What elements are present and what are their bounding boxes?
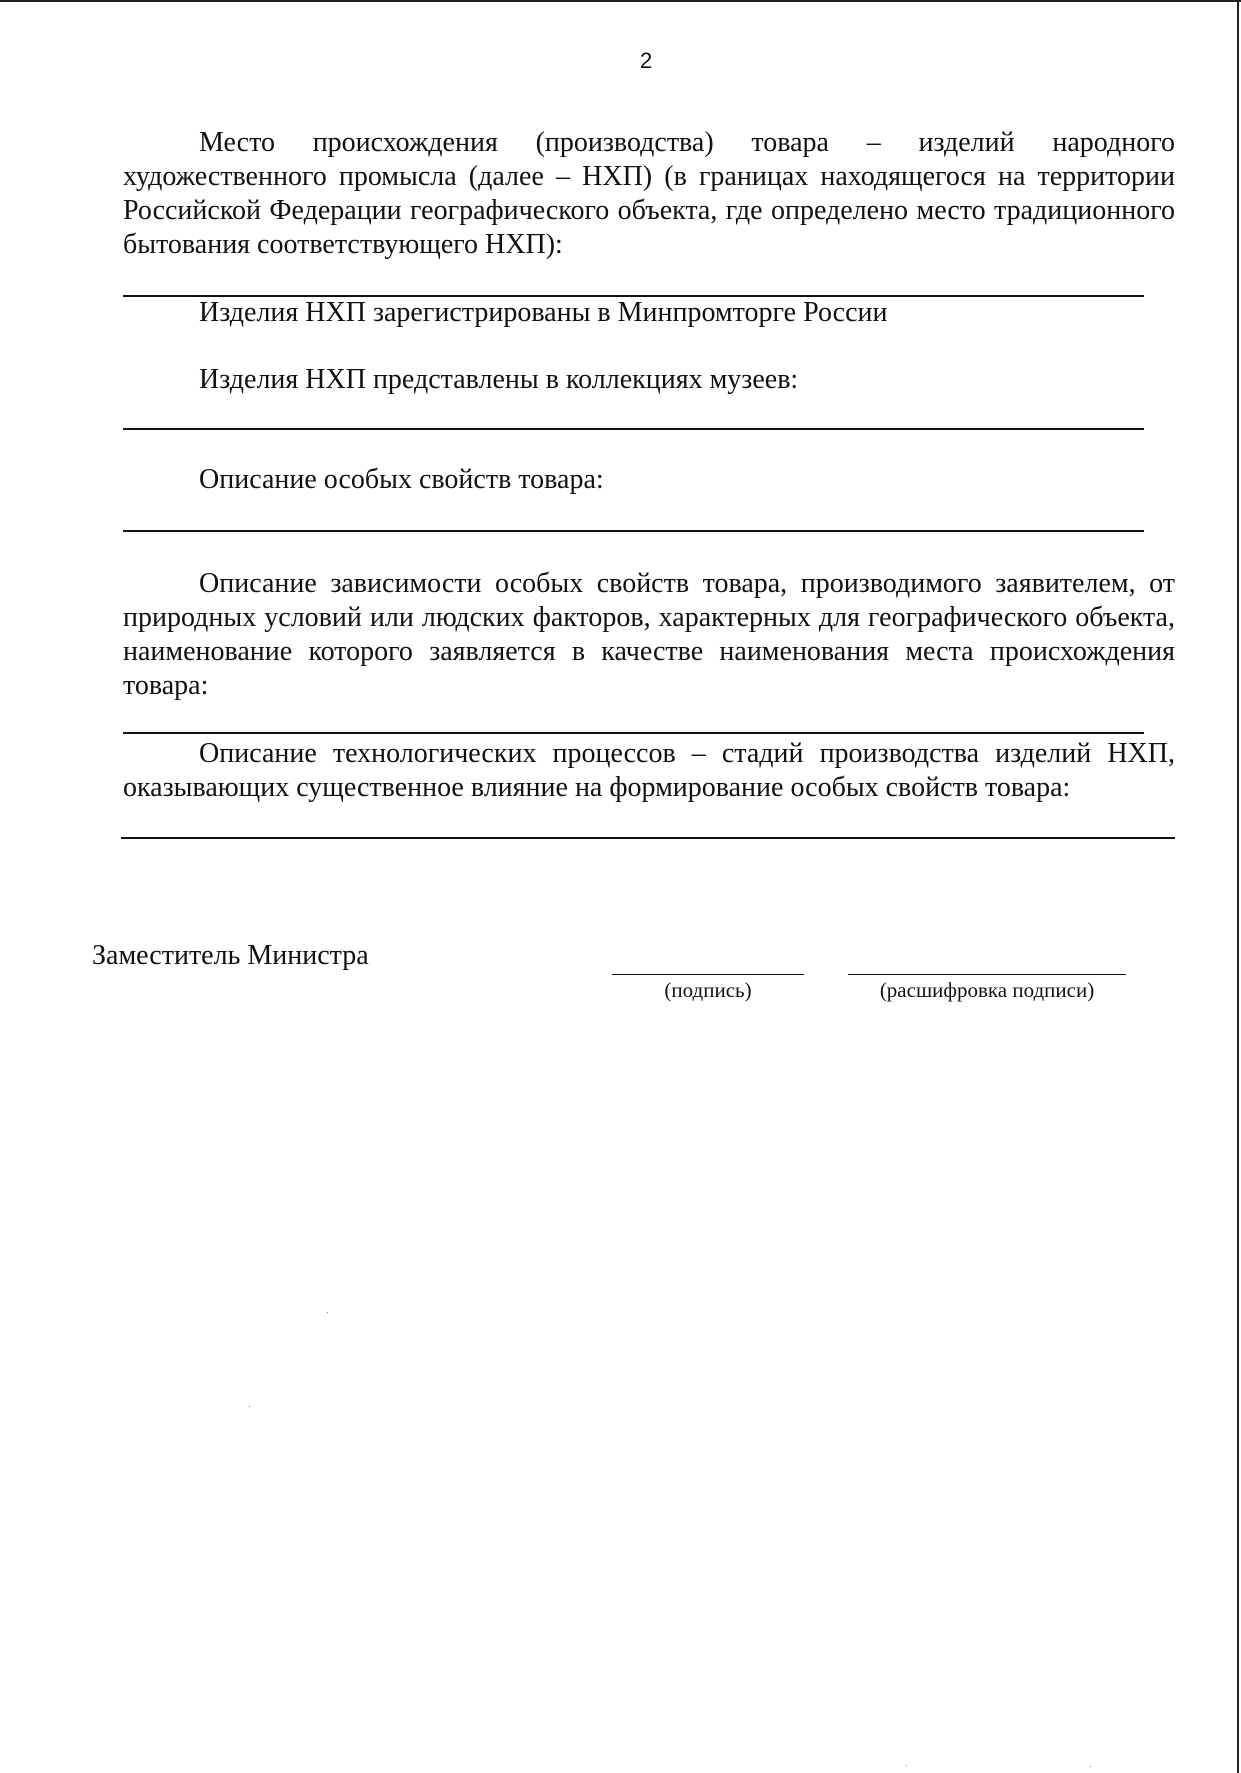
signature-line [612, 974, 804, 975]
signer-position: Заместитель Министра [92, 940, 369, 971]
technology-paragraph: Описание технологических процессов – стадий производства изделий НХП, оказывающих существенное влияние на формирование особых свойств товара: [123, 738, 1175, 803]
origin-place-paragraph: Место происхождения (производства) товара – изделий народного художественного промысла (далее – НХП) (в границах находящегося на территории Российской Федерации географического объекта, где определено место традиционного бытования соответствующего НХП): [123, 127, 1175, 260]
special-properties-fill-line [123, 530, 1144, 532]
special-properties-paragraph: Описание особых свойств товара: [199, 464, 604, 495]
museums-fill-line [123, 428, 1144, 430]
scan-speck [327, 1312, 328, 1313]
scan-speck [906, 1765, 907, 1766]
dependence-paragraph: Описание зависимости особых свойств товара, производимого заявителем, от природных условий или людских факторов, характерных для географического объекта, наименование которого заявляется в качестве наименования места происхождения товара: [123, 568, 1175, 701]
signature-caption: (подпись) [664, 978, 752, 1002]
signature-decoding-caption: (расшифровка подписи) [879, 978, 1095, 1002]
signature-decoding-line [848, 974, 1126, 975]
page-number: 2 [640, 48, 653, 73]
registered-paragraph: Изделия НХП зарегистрированы в Минпромторге России [199, 297, 888, 328]
dependence-fill-line [123, 732, 1144, 734]
technology-fill-line [121, 837, 1175, 839]
page-top-edge [0, 0, 1241, 2]
scan-speck [1090, 1766, 1091, 1767]
scan-speck [249, 1406, 250, 1407]
museums-paragraph: Изделия НХП представлены в коллекциях музеев: [199, 364, 799, 395]
page-right-edge [1237, 0, 1239, 1773]
